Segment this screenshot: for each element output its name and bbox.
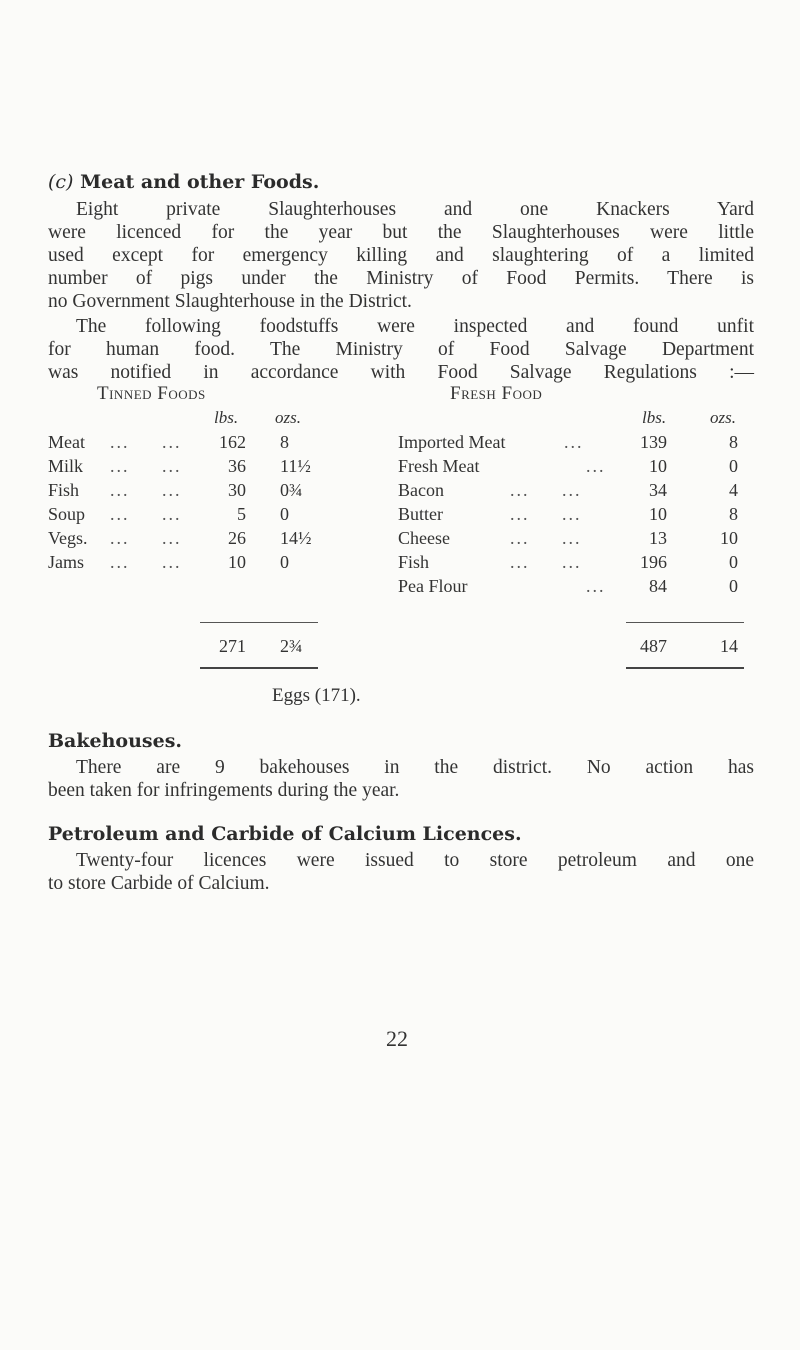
- lbs-value: 162: [219, 432, 246, 452]
- lbs-value: 36: [228, 456, 246, 476]
- paragraph-line: were licenced for the year but the Slaughterhouses were little: [48, 222, 754, 243]
- tinned-ozs-unit: ozs.: [275, 408, 301, 427]
- lbs-value: 196: [640, 552, 667, 572]
- leader-dots: ... ...: [110, 456, 182, 476]
- leader-dots: ... ...: [110, 504, 182, 524]
- petroleum-paragraph: [48, 849, 754, 895]
- lbs-value: 10: [649, 456, 667, 476]
- fresh-lbs-unit: lbs.: [642, 408, 667, 427]
- item-name: Fresh Meat: [398, 456, 480, 476]
- leader-dots: ...: [586, 456, 606, 476]
- ozs-value: 14½: [280, 528, 312, 548]
- paragraph-line: number of pigs under the Ministry of Food Permits. There is: [48, 268, 754, 289]
- item-name: Soup: [48, 504, 86, 524]
- bakehouses-heading: Bakehouses.: [48, 730, 183, 752]
- paragraph-line: The following foodstuffs were inspected and found unfit: [76, 316, 754, 337]
- paragraph-line: was notified in accordance with Food Salvage Regulations :—: [48, 362, 754, 383]
- ozs-value: 4: [729, 480, 738, 500]
- foodstuffs-paragraph: [48, 315, 754, 384]
- paragraph-line: no Government Slaughterhouse in the District.: [48, 291, 412, 312]
- leader-dots: ... ...: [110, 480, 182, 500]
- ozs-value: 0: [729, 456, 738, 476]
- paragraph-line: Eight private Slaughterhouses and one Knackers Yard: [76, 199, 754, 220]
- ozs-value: 0: [280, 552, 289, 572]
- item-name: Imported Meat: [398, 432, 506, 452]
- lbs-value: 139: [640, 432, 667, 452]
- eggs-note: Eggs (171).: [272, 685, 361, 706]
- lbs-value: 34: [649, 480, 667, 500]
- item-name: Jams: [48, 552, 84, 572]
- paragraph-line: There are 9 bakehouses in the district. No action has: [76, 757, 754, 778]
- section-c-heading: [48, 171, 319, 193]
- paragraph-line: been taken for infringements during the year.: [48, 780, 400, 801]
- item-name: Vegs.: [48, 528, 88, 548]
- item-name: Cheese: [398, 528, 450, 548]
- fresh-total-rule-top: [626, 622, 744, 623]
- tinned-lbs-unit: lbs.: [214, 408, 239, 427]
- ozs-value: 0¾: [280, 480, 303, 500]
- ozs-value: 11½: [280, 456, 311, 476]
- fresh-total-rule-bottom: [626, 667, 744, 669]
- tinned-total-ozs: 2¾: [280, 636, 303, 656]
- lbs-value: 10: [228, 552, 246, 572]
- item-name: Fish: [48, 480, 80, 500]
- paragraph-line: Twenty-four licences were issued to store petroleum and one: [76, 850, 754, 871]
- lbs-value: 13: [649, 528, 667, 548]
- ozs-value: 8: [729, 432, 738, 452]
- ozs-value: 0: [729, 576, 738, 596]
- leader-dots: ... ...: [110, 528, 182, 548]
- leader-dots: ... ...: [510, 504, 582, 524]
- leader-dots: ...: [586, 576, 606, 596]
- paragraph-line: used except for emergency killing and slaughtering of a limited: [48, 245, 754, 266]
- section-title: Meat and other Foods.: [80, 171, 320, 193]
- ozs-value: 0: [729, 552, 738, 572]
- bakehouses-paragraph: [48, 756, 754, 802]
- page-number: 22: [386, 1026, 408, 1051]
- leader-dots: ... ...: [110, 432, 182, 452]
- lbs-value: 26: [228, 528, 246, 548]
- fresh-food-heading: Fresh Food: [450, 383, 543, 404]
- lbs-value: 30: [228, 480, 246, 500]
- leader-dots: ... ...: [510, 552, 582, 572]
- petroleum-heading: Petroleum and Carbide of Calcium Licences.: [48, 823, 522, 845]
- item-name: Fish: [398, 552, 430, 572]
- item-name: Meat: [48, 432, 85, 452]
- item-name: Pea Flour: [398, 576, 468, 596]
- paragraph-line: for human food. The Ministry of Food Salvage Department: [48, 339, 754, 360]
- leader-dots: ...: [564, 432, 584, 452]
- section-label: (c): [48, 171, 74, 193]
- fresh-total-lbs: 487: [640, 636, 667, 656]
- tinned-total-lbs: 271: [219, 636, 246, 656]
- item-name: Milk: [48, 456, 84, 476]
- lbs-value: 10: [649, 504, 667, 524]
- tinned-total-rule-bottom: [200, 667, 318, 669]
- ozs-value: 8: [280, 432, 289, 452]
- ozs-value: 10: [720, 528, 738, 548]
- leader-dots: ... ...: [510, 480, 582, 500]
- tinned-foods-heading: Tinned Foods: [97, 383, 206, 404]
- lbs-value: 5: [237, 504, 246, 524]
- leader-dots: ... ...: [110, 552, 182, 572]
- item-name: Bacon: [398, 480, 444, 500]
- tinned-total-rule-top: [200, 622, 318, 623]
- leader-dots: ... ...: [510, 528, 582, 548]
- ozs-value: 0: [280, 504, 289, 524]
- fresh-ozs-unit: ozs.: [710, 408, 736, 427]
- ozs-value: 8: [729, 504, 738, 524]
- slaughterhouse-paragraph: [48, 198, 754, 313]
- lbs-value: 84: [649, 576, 667, 596]
- item-name: Butter: [398, 504, 443, 524]
- paragraph-line: to store Carbide of Calcium.: [48, 873, 270, 894]
- fresh-total-ozs: 14: [720, 636, 738, 656]
